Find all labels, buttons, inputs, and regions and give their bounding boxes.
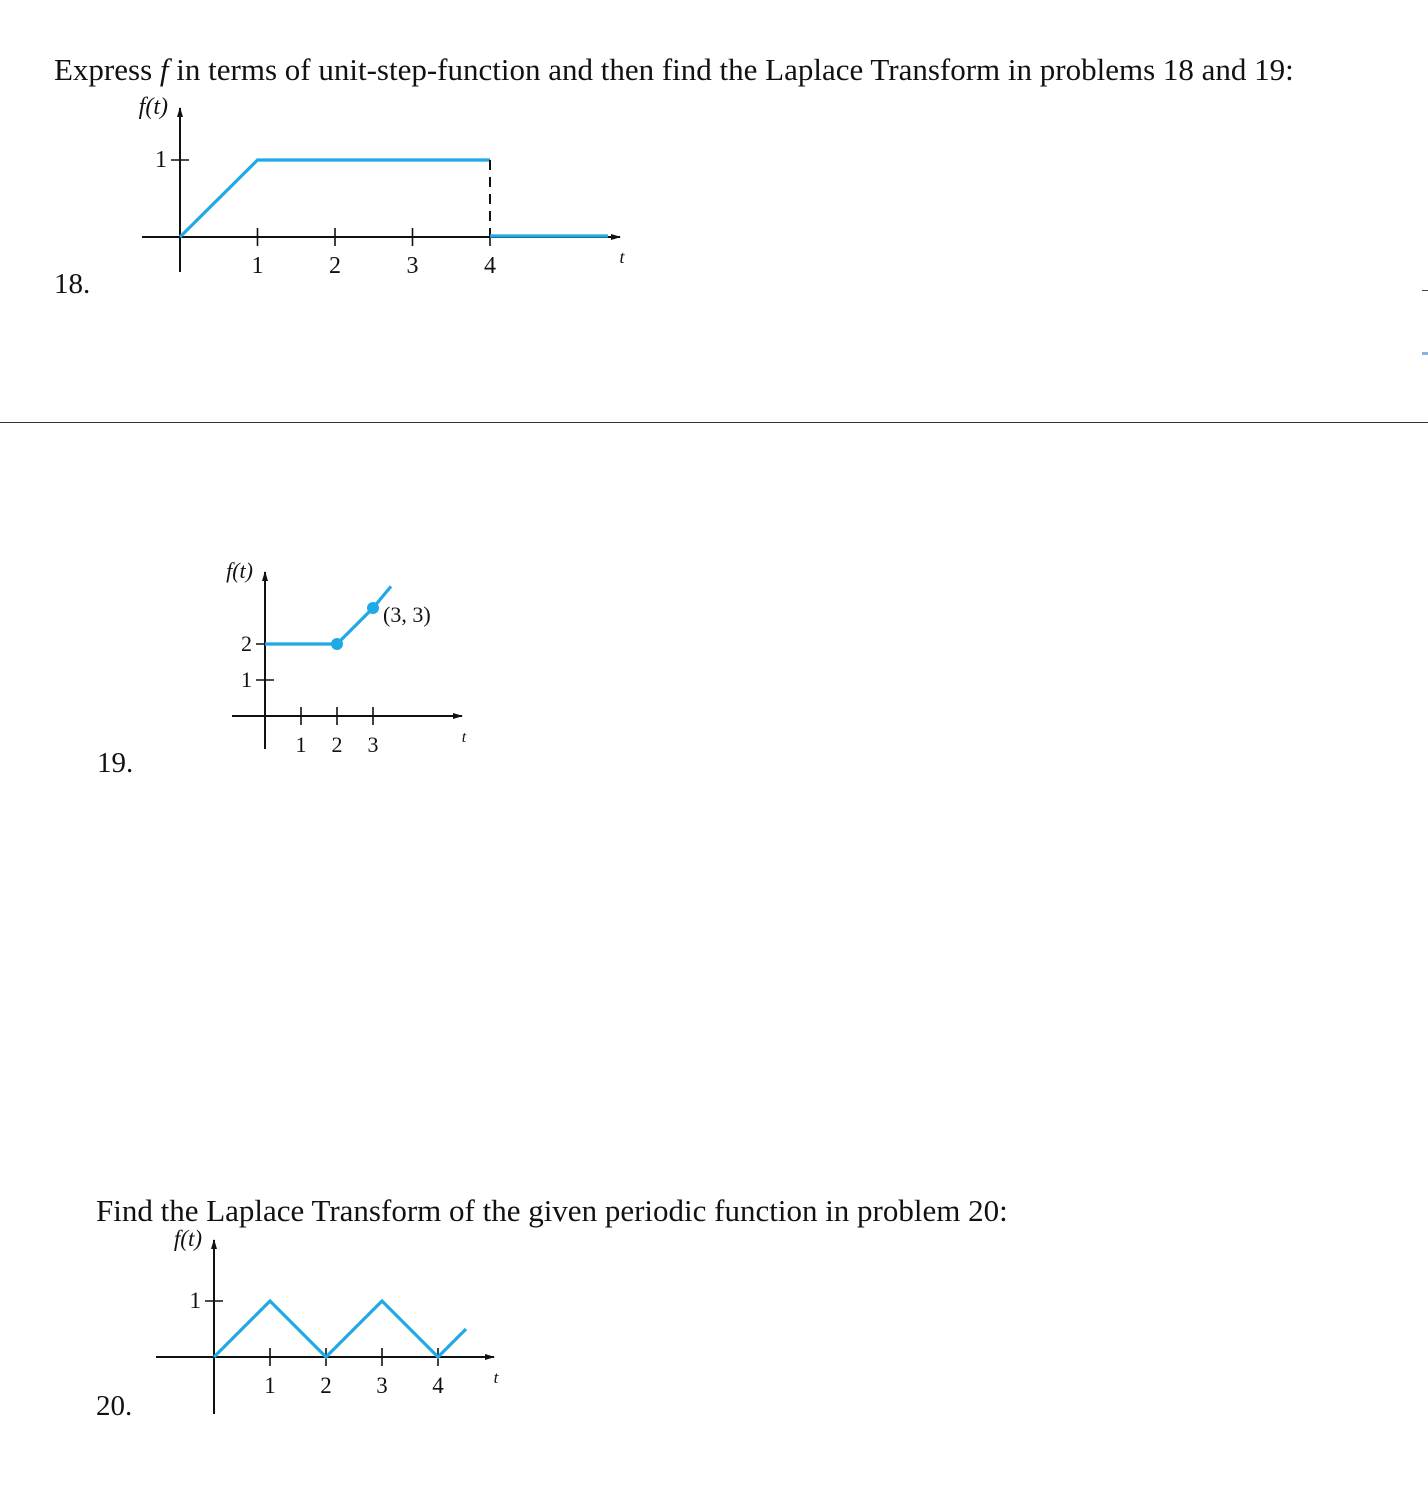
- graph-19-marker-2: [367, 602, 379, 614]
- problem-19-number: 19.: [97, 747, 134, 779]
- graph-18-x-tick-label-1: 1: [251, 253, 264, 279]
- intro-post: in terms of unit-step-function and then find the Laplace Transform in problems 18 and 19:: [168, 52, 1294, 87]
- graph-18-series-line: [180, 160, 490, 237]
- graph-20-x-tick-label-1: 1: [264, 1373, 276, 1398]
- graph-19-annotation: (3, 3): [383, 602, 431, 627]
- section-2-heading: Find the Laplace Transform of the given periodic function in problem 20:: [96, 1193, 1008, 1228]
- graph-19-x-tick-label-3: 3: [367, 732, 379, 757]
- graph-20-x-tick-label-2: 2: [320, 1373, 332, 1398]
- graph-19-x-tick-label-2: 2: [331, 732, 343, 757]
- graph-20-x-tick-label-3: 3: [376, 1373, 388, 1398]
- graph-19-marker-1: [331, 638, 343, 650]
- graph-19-x-axis-label: t: [461, 729, 467, 746]
- graph-20-y-tick-label-1: 1: [189, 1288, 201, 1313]
- graph-18-y-axis-label: f(t): [138, 94, 168, 120]
- problem-20-number: 20.: [96, 1390, 133, 1422]
- intro-pre: Express: [54, 52, 160, 87]
- graph-18-x-tick-label-3: 3: [406, 253, 419, 279]
- graph-20-x-axis-label: t: [493, 1368, 499, 1387]
- graph-18-x-tick-label-2: 2: [329, 253, 341, 279]
- graph-18-x-tick-label-4: 4: [484, 253, 496, 279]
- graph-19-series-line: [265, 586, 391, 644]
- graph-19-y-axis-label: f(t): [226, 558, 253, 583]
- graph-19-y-tick-label-2: 2: [241, 631, 252, 656]
- graph-18-y-tick-label-1: 1: [155, 147, 167, 173]
- graph-20-y-axis-label: f(t): [173, 1226, 202, 1251]
- graph-20-x-tick-label-4: 4: [432, 1373, 444, 1398]
- graph-19-y-tick-label-1: 1: [241, 667, 252, 692]
- intro-f: f: [159, 52, 169, 87]
- graph-20-series-line: [214, 1301, 466, 1357]
- graph-19-x-tick-label-1: 1: [295, 732, 307, 757]
- problem-18-number: 18.: [54, 268, 91, 300]
- graph-18-x-axis-label: t: [619, 247, 625, 267]
